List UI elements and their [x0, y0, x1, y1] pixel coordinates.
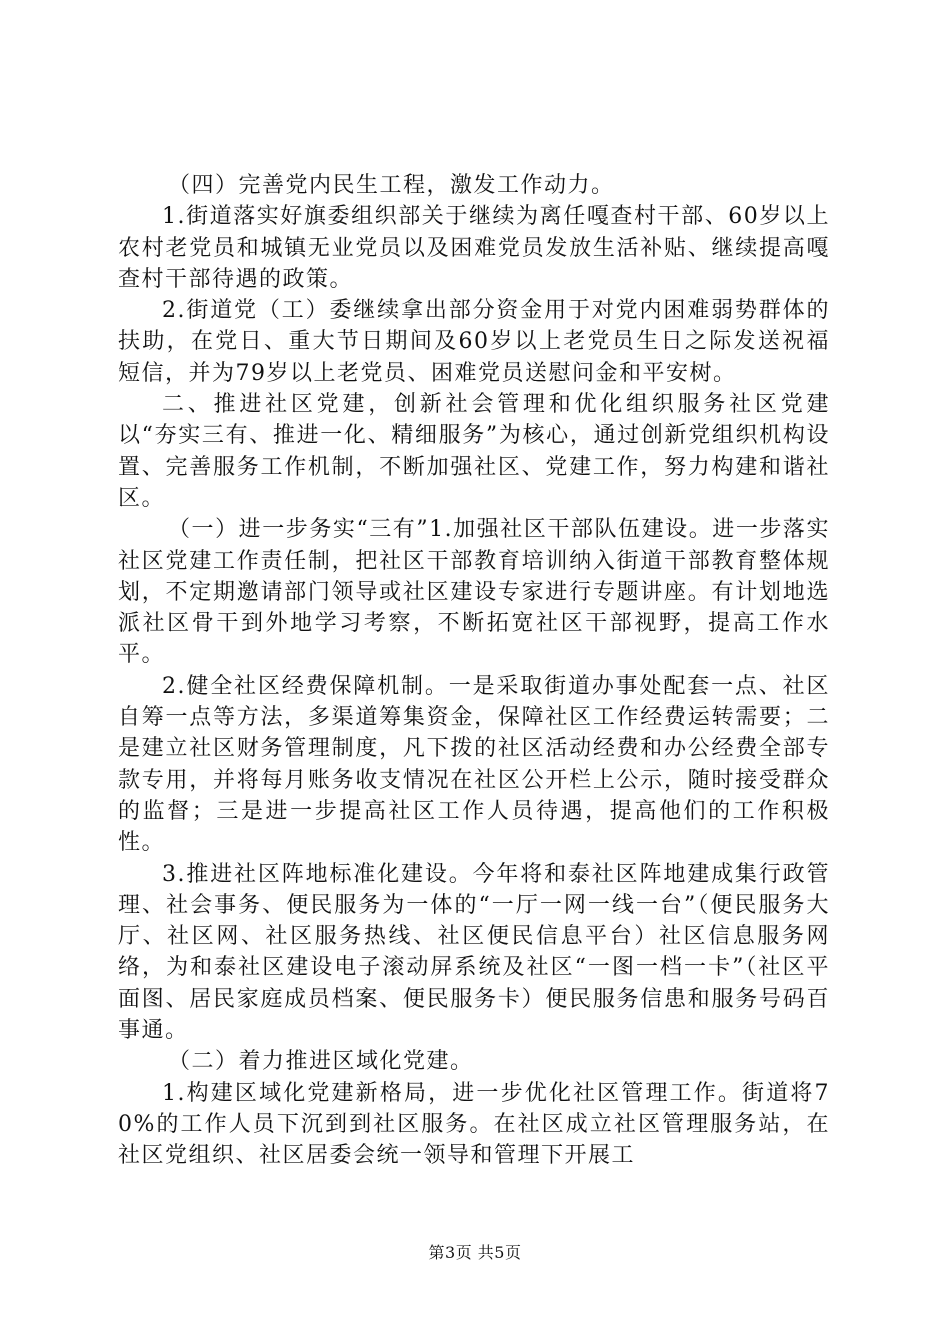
paragraph: 二、推进社区党建，创新社会管理和优化组织服务社区党建以“夯实三有、推进一化、精细服务”为核心，通过创新党组织机构设置、完善服务工作机制，不断加强社区、党建工作，努力构建和谐社区。 [118, 392, 830, 511]
document-body [118, 170, 830, 1172]
paragraph: （一）进一步务实“三有”1.加强社区干部队伍建设。进一步落实社区党建工作责任制，把社区干部教育培训纳入街道干部教育整体规划，不定期邀请部门领导或社区建设专家进行专题讲座。有计划地选派社区骨干到外地学习考察，不断拓宽社区干部视野，提高工作水平。 [118, 517, 830, 668]
paragraph: 2.健全社区经费保障机制。一是采取街道办事处配套一点、社区自筹一点等方法，多渠道筹集资金，保障社区工作经费运转需要；二是建立社区财务管理制度，凡下拨的社区活动经费和办公经费全部专款专用，并将每月账务收支情况在社区公开栏上公示，随时接受群众的监督；三是进一步提高社区工作人员待遇，提高他们的工作积极性。 [118, 673, 830, 856]
page-number-footer: 第3页 共5页 [428, 1243, 522, 1262]
section-heading-2: （二）着力推进区域化党建。 [168, 1049, 474, 1075]
paragraph: 3.推进社区阵地标准化建设。今年将和泰社区阵地建成集行政管理、社会事务、便民服务为一体的“一厅一网一线一台”（便民服务大厅、社区网、社区服务热线、社区便民信息平台）社区信息服务网络，为和泰社区建设电子滚动屏系统及社区“一图一档一卡”（社区平面图、居民家庭成员档案、便民服务卡）便民服务信患和服务号码百事通。 [118, 861, 830, 1044]
paragraph: 2.街道党（工）委继续拿出部分资金用于对党内困难弱势群体的扶助，在党日、重大节日期间及60岁以上老党员生日之际发送祝福短信，并为79岁以上老党员、困难党员送慰问金和平安树。 [118, 298, 830, 386]
paragraph: 1.构建区域化党建新格局，进一步优化社区管理工作。街道将70%的工作人员下沉到到社区服务。在社区成立社区管理服务站，在社区党组织、社区居委会统一领导和管理下开展工 [118, 1080, 830, 1169]
paragraph: 1.街道落实好旗委组织部关于继续为离任嘎查村干部、60岁以上农村老党员和城镇无业党员以及困难党员发放生活补贴、继续提高嘎查村干部待遇的政策。 [118, 204, 830, 292]
section-heading-4: （四）完善党内民生工程，激发工作动力。 [168, 173, 615, 198]
